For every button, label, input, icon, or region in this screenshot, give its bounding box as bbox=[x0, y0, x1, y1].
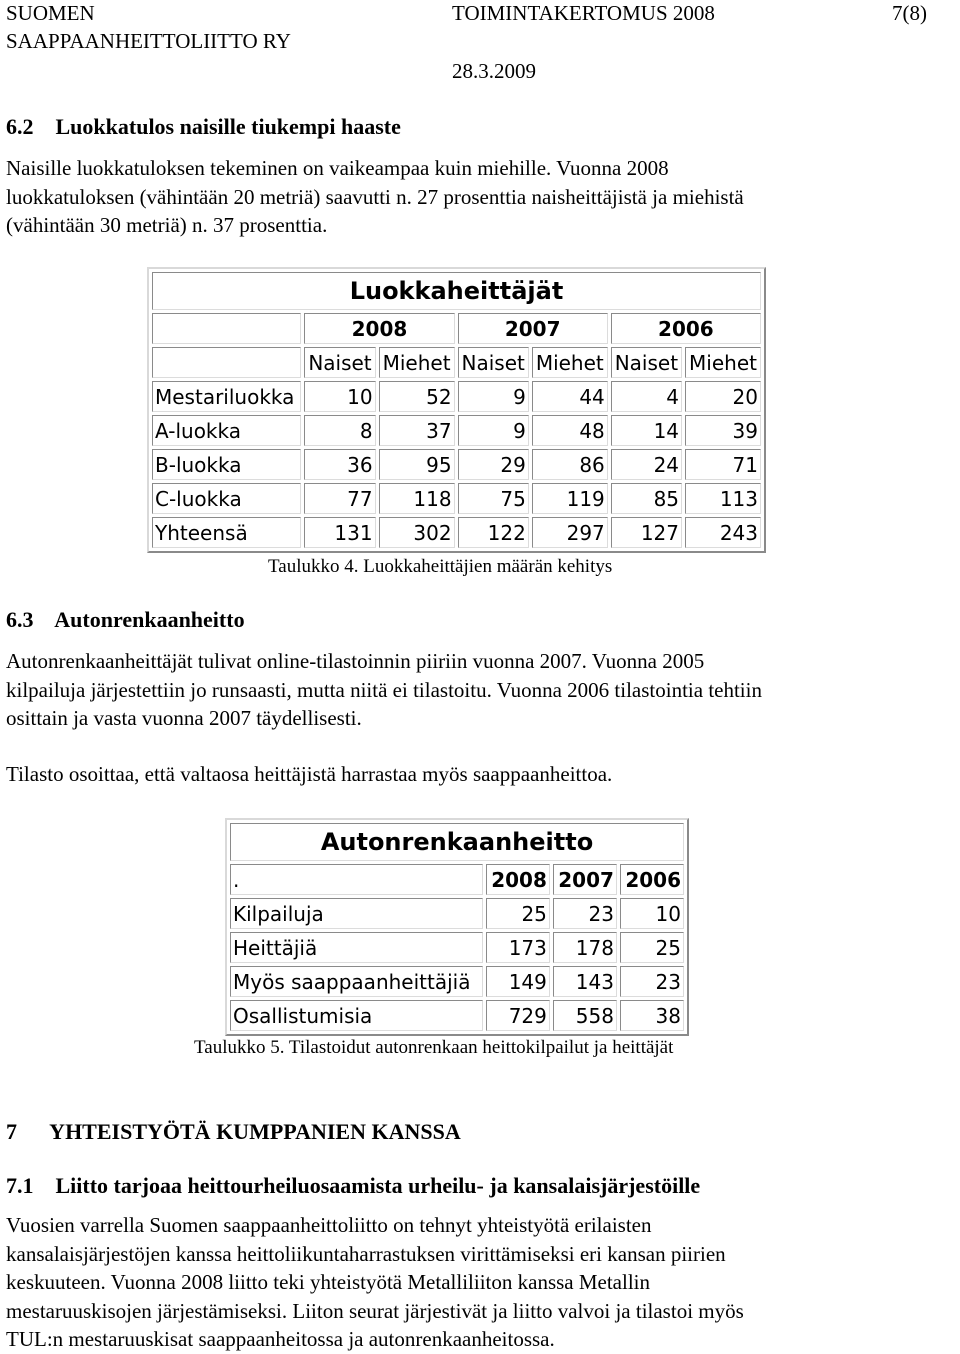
table-cell: 38 bbox=[620, 1000, 684, 1031]
gender-header: Miehet bbox=[532, 347, 608, 378]
table-cell: 302 bbox=[379, 517, 455, 548]
paragraph-line: TUL:n mestaruuskisat saappaanheitossa ja autonrenkaanheitossa. bbox=[6, 1327, 555, 1351]
table-title: Luokkaheittäjät bbox=[152, 272, 761, 310]
table-cell: 113 bbox=[685, 483, 761, 514]
table-cell: 173 bbox=[486, 932, 550, 963]
table-cell: 119 bbox=[532, 483, 608, 514]
table-cell: 122 bbox=[458, 517, 529, 548]
org-name-line2: SAAPPAANHEITTOLIITTO RY bbox=[6, 29, 291, 53]
table-row bbox=[230, 898, 684, 929]
document-title: TOIMINTAKERTOMUS 2008 bbox=[452, 1, 715, 25]
table-row bbox=[152, 517, 761, 548]
table-cell: 52 bbox=[379, 381, 455, 412]
table-cell: 4 bbox=[611, 381, 682, 412]
paragraph-line: luokkatuloksen (vähintään 20 metriä) saavutti n. 27 prosenttia naisheittäjistä ja miehistä bbox=[6, 184, 744, 209]
table-row bbox=[152, 449, 761, 480]
section-6-3-heading: 6.3 Autonrenkaanheitto bbox=[6, 607, 245, 632]
row-label: Osallistumisia bbox=[230, 1000, 483, 1031]
table-row bbox=[230, 966, 684, 997]
table-cell: 558 bbox=[553, 1000, 617, 1031]
table-cell: 10 bbox=[304, 381, 375, 412]
table-cell: 85 bbox=[611, 483, 682, 514]
paragraph-line: keskuuteen. Vuonna 2008 liitto teki yhteistyötä Metalliliiton kanssa Metallin bbox=[6, 1270, 651, 1294]
table-cell: 149 bbox=[486, 966, 550, 997]
table-cell: 131 bbox=[304, 517, 375, 548]
luokkaheittajat-table bbox=[147, 267, 766, 553]
table-corner-cell bbox=[152, 347, 301, 378]
table-cell: 71 bbox=[685, 449, 761, 480]
table-cell: 36 bbox=[304, 449, 375, 480]
table-cell: 118 bbox=[379, 483, 455, 514]
paragraph-line: kilpailuja järjestettiin jo runsaasti, mutta niitä ei tilastoitu. Vuonna 2006 tilastointia tehtiin bbox=[6, 677, 762, 702]
table-cell: 24 bbox=[611, 449, 682, 480]
table-4-caption: Taulukko 4. Luokkaheittäjien määrän kehitys bbox=[268, 556, 613, 577]
table-cell: 25 bbox=[620, 932, 684, 963]
table-cell: 23 bbox=[620, 966, 684, 997]
table-cell: 297 bbox=[532, 517, 608, 548]
section-6-3-paragraph bbox=[6, 647, 762, 733]
table-cell: 178 bbox=[553, 932, 617, 963]
table-5-caption: Taulukko 5. Tilastoidut autonrenkaan heittokilpailut ja heittäjät bbox=[194, 1037, 674, 1058]
table-cell: 23 bbox=[553, 898, 617, 929]
year-header: 2007 bbox=[553, 864, 617, 895]
paragraph-line: kansalaisjärjestöjen kanssa heittoliikuntaharrastuksen virittämiseksi eri kansan piirien bbox=[6, 1241, 726, 1266]
table-cell: 9 bbox=[458, 415, 529, 446]
table-cell: 729 bbox=[486, 1000, 550, 1031]
gender-header: Naiset bbox=[304, 347, 375, 378]
row-label: C-luokka bbox=[152, 483, 301, 514]
paragraph-line: mestaruuskisojen järjestämiseksi. Liiton seurat järjestivät ja liitto valvoi ja tilastoi myös bbox=[6, 1298, 744, 1323]
year-header: 2007 bbox=[458, 313, 608, 344]
gender-header: Naiset bbox=[458, 347, 529, 378]
year-header: 2006 bbox=[620, 864, 684, 895]
gender-header: Miehet bbox=[685, 347, 761, 378]
year-header: 2008 bbox=[304, 313, 454, 344]
row-label: Mestariluokka bbox=[152, 381, 301, 412]
row-label: A-luokka bbox=[152, 415, 301, 446]
org-name-line1: SUOMEN bbox=[6, 1, 95, 25]
year-header: 2008 bbox=[486, 864, 550, 895]
document-date: 28.3.2009 bbox=[452, 59, 536, 83]
table-cell: 44 bbox=[532, 381, 608, 412]
table-row bbox=[152, 483, 761, 514]
table-cell: 37 bbox=[379, 415, 455, 446]
gender-header: Miehet bbox=[379, 347, 455, 378]
section-7-1-heading: 7.1 Liitto tarjoaa heittourheiluosaamista urheilu- ja kansalaisjärjestöille bbox=[6, 1173, 701, 1198]
autonrenkaanheitto-table bbox=[225, 818, 689, 1036]
table-row bbox=[230, 1000, 684, 1031]
section-6-3-paragraph-2: Tilasto osoittaa, että valtaosa heittäjistä harrastaa myös saappaanheittoa. bbox=[6, 762, 613, 786]
table-cell: 10 bbox=[620, 898, 684, 929]
table-row bbox=[152, 415, 761, 446]
table-cell: 75 bbox=[458, 483, 529, 514]
table-cell: 127 bbox=[611, 517, 682, 548]
page-number: 7(8) bbox=[892, 1, 927, 25]
row-label: B-luokka bbox=[152, 449, 301, 480]
table-row bbox=[230, 932, 684, 963]
row-label: Heittäjiä bbox=[230, 932, 483, 963]
table-cell: 243 bbox=[685, 517, 761, 548]
table-title: Autonrenkaanheitto bbox=[230, 823, 684, 861]
table-cell: 48 bbox=[532, 415, 608, 446]
row-label: Kilpailuja bbox=[230, 898, 483, 929]
table-cell: 39 bbox=[685, 415, 761, 446]
table-cell: 95 bbox=[379, 449, 455, 480]
table-cell: 25 bbox=[486, 898, 550, 929]
table-corner-cell: . bbox=[230, 864, 483, 895]
section-7-1-paragraph bbox=[6, 1211, 744, 1354]
row-label: Myös saappaanheittäjiä bbox=[230, 966, 483, 997]
paragraph-line: Naisille luokkatuloksen tekeminen on vaikeampaa kuin miehille. Vuonna 2008 bbox=[6, 156, 669, 180]
paragraph-line: osittain ja vasta vuonna 2007 täydellisesti. bbox=[6, 706, 362, 730]
table-cell: 14 bbox=[611, 415, 682, 446]
gender-header: Naiset bbox=[611, 347, 682, 378]
section-6-2-paragraph bbox=[6, 154, 744, 240]
section-6-2-heading: 6.2 Luokkatulos naisille tiukempi haaste bbox=[6, 114, 401, 139]
section-7-heading: 7 YHTEISTYÖTÄ KUMPPANIEN KANSSA bbox=[6, 1119, 461, 1144]
table-corner-cell bbox=[152, 313, 301, 344]
row-label: Yhteensä bbox=[152, 517, 301, 548]
table-cell: 20 bbox=[685, 381, 761, 412]
table-cell: 29 bbox=[458, 449, 529, 480]
year-header: 2006 bbox=[611, 313, 761, 344]
paragraph-line: Autonrenkaanheittäjät tulivat online-tilastoinnin piiriin vuonna 2007. Vuonna 2005 bbox=[6, 649, 705, 673]
table-cell: 9 bbox=[458, 381, 529, 412]
table-cell: 143 bbox=[553, 966, 617, 997]
table-cell: 8 bbox=[304, 415, 375, 446]
paragraph-line: (vähintään 30 metriä) n. 37 prosenttia. bbox=[6, 213, 328, 237]
table-row bbox=[152, 381, 761, 412]
paragraph-line: Vuosien varrella Suomen saappaanheittoliitto on tehnyt yhteistyötä erilaisten bbox=[6, 1213, 652, 1237]
table-cell: 86 bbox=[532, 449, 608, 480]
table-cell: 77 bbox=[304, 483, 375, 514]
